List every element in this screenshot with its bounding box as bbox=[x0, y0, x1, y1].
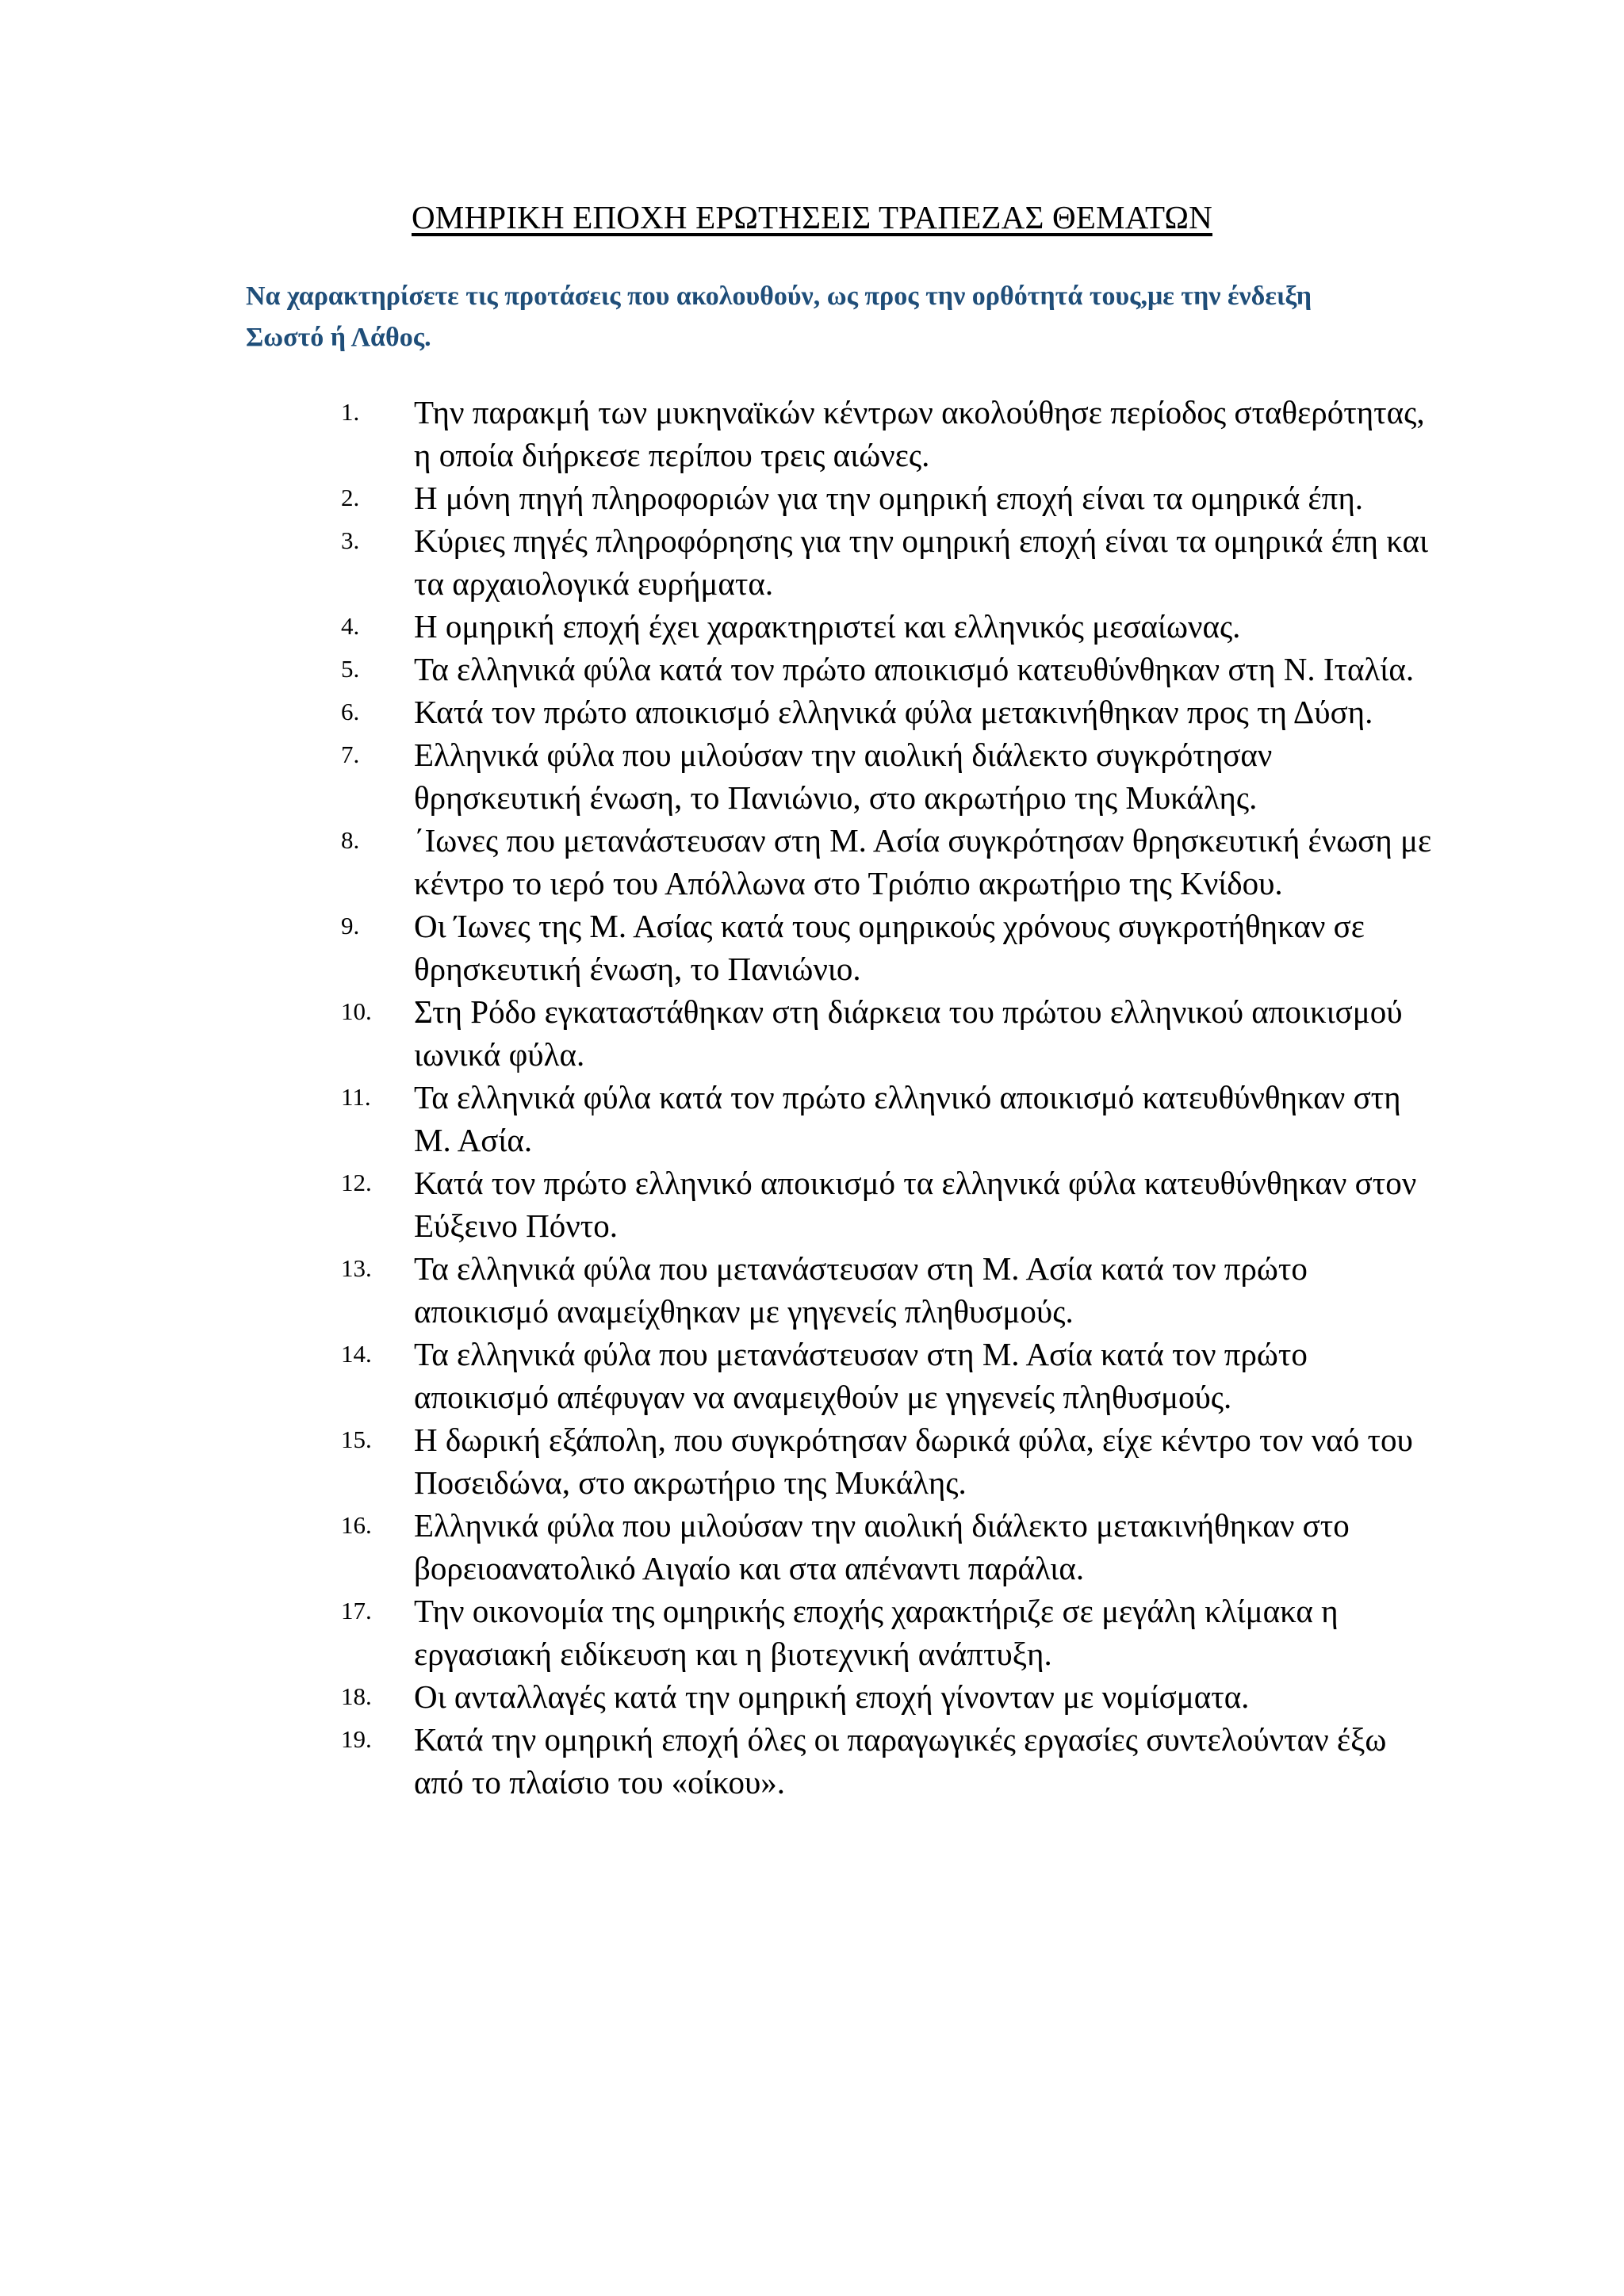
question-text: Κύριες πηγές πληροφόρησης για την ομηρική εποχή είναι τα ομηρικά έπη και τα αρχαιολογικά ευρήματα. bbox=[414, 522, 1429, 602]
question-text: Την παρακμή των μυκηναϊκών κέντρων ακολούθησε περίοδος σταθερότητας, η οποία διήρκεσε περίπου τρεις αιώνες. bbox=[414, 394, 1425, 473]
question-number: 3. bbox=[341, 526, 360, 554]
question-list bbox=[0, 391, 1624, 1804]
question-text: Στη Ρόδο εγκαταστάθηκαν στη διάρκεια του πρώτου ελληνικού αποικισμού ιωνικά φύλα. bbox=[414, 993, 1403, 1073]
question-number: 4. bbox=[341, 612, 360, 640]
list-item bbox=[0, 1590, 1624, 1675]
question-text: Ελληνικά φύλα που μιλούσαν την αιολική διάλεκτο συγκρότησαν θρησκευτική ένωση, το Πανιώνιο, στο ακρωτήριο της Μυκάλης. bbox=[414, 737, 1273, 816]
list-item bbox=[0, 1247, 1624, 1333]
question-text: Τα ελληνικά φύλα που μετανάστευσαν στη Μ. Ασία κατά τον πρώτο αποικισμό αναμείχθηκαν με γηγενείς πληθυσμούς. bbox=[414, 1250, 1308, 1330]
list-item bbox=[0, 391, 1624, 476]
question-number: 8. bbox=[341, 826, 360, 854]
question-number: 7. bbox=[341, 740, 360, 768]
question-number: 18. bbox=[341, 1682, 372, 1710]
question-number: 2. bbox=[341, 484, 360, 511]
question-text: Οι Ίωνες της Μ. Ασίας κατά τους ομηρικούς χρόνους συγκροτήθηκαν σε θρησκευτική ένωση, το Πανιώνιο. bbox=[414, 908, 1365, 987]
question-text: Την οικονομία της ομηρικής εποχής χαρακτήριζε σε μεγάλη κλίμακα η εργασιακή ειδίκευση και η βιοτεχνική ανάπτυξη. bbox=[414, 1593, 1339, 1672]
list-item bbox=[0, 1161, 1624, 1247]
list-item bbox=[0, 648, 1624, 691]
question-number: 19. bbox=[341, 1725, 372, 1753]
question-text: Η ομηρική εποχή έχει χαρακτηριστεί και ελληνικός μεσαίωνας. bbox=[414, 608, 1241, 645]
question-text: Η δωρική εξάπολη, που συγκρότησαν δωρικά φύλα, είχε κέντρο τον ναό του Ποσειδώνα, στο ακρωτήριο της Μυκάλης. bbox=[414, 1422, 1413, 1501]
list-item bbox=[0, 819, 1624, 905]
question-number: 15. bbox=[341, 1425, 372, 1453]
question-text: ΄Ιωνες που μετανάστευσαν στη Μ. Ασία συγκρότησαν θρησκευτική ένωση με κέντρο το ιερό του Απόλλωνα στο Τριόπιο ακρωτήριο της Κνίδου. bbox=[414, 822, 1432, 901]
question-number: 11. bbox=[341, 1083, 371, 1111]
list-item bbox=[0, 1718, 1624, 1804]
question-number: 16. bbox=[341, 1511, 372, 1539]
question-text: Ελληνικά φύλα που μιλούσαν την αιολική διάλεκτο μετακινήθηκαν στο βορειοανατολικό Αιγαίο και στα απέναντι παράλια. bbox=[414, 1507, 1350, 1586]
list-item bbox=[0, 733, 1624, 819]
list-item bbox=[0, 1504, 1624, 1590]
list-item bbox=[0, 1076, 1624, 1161]
question-number: 12. bbox=[341, 1169, 372, 1196]
list-item bbox=[0, 1675, 1624, 1718]
question-text: Κατά τον πρώτο ελληνικό αποικισμό τα ελληνικά φύλα κατευθύνθηκαν στον Εύξεινο Πόντο. bbox=[414, 1165, 1417, 1244]
question-number: 6. bbox=[341, 698, 360, 725]
question-number: 14. bbox=[341, 1340, 372, 1368]
list-item bbox=[0, 605, 1624, 648]
question-number: 10. bbox=[341, 997, 372, 1025]
page-title: ΟΜΗΡΙΚΗ ΕΠΟΧΗ ΕΡΩΤΗΣΕΙΣ ΤΡΑΠΕΖΑΣ ΘΕΜΑΤΩΝ bbox=[412, 199, 1212, 235]
list-item bbox=[0, 905, 1624, 990]
question-text: Κατά την ομηρική εποχή όλες οι παραγωγικές εργασίες συντελούνταν έξω από το πλαίσιο του «οίκου». bbox=[414, 1721, 1387, 1800]
list-item bbox=[0, 476, 1624, 519]
question-text: Η μόνη πηγή πληροφοριών για την ομηρική εποχή είναι τα ομηρικά έπη. bbox=[414, 480, 1364, 516]
question-number: 9. bbox=[341, 912, 360, 939]
question-number: 1. bbox=[341, 398, 360, 426]
question-text: Τα ελληνικά φύλα κατά τον πρώτο ελληνικό αποικισμό κατευθύνθηκαν στη Μ. Ασία. bbox=[414, 1079, 1401, 1158]
list-item bbox=[0, 1418, 1624, 1504]
question-number: 5. bbox=[341, 655, 360, 683]
list-item bbox=[0, 519, 1624, 605]
list-item bbox=[0, 990, 1624, 1076]
question-number: 17. bbox=[341, 1597, 372, 1624]
list-item bbox=[0, 691, 1624, 733]
question-text: Τα ελληνικά φύλα που μετανάστευσαν στη Μ. Ασία κατά τον πρώτο αποικισμό απέφυγαν να αναμειχθούν με γηγενείς πληθυσμούς. bbox=[414, 1336, 1308, 1415]
question-number: 13. bbox=[341, 1254, 372, 1282]
question-text: Τα ελληνικά φύλα κατά τον πρώτο αποικισμό κατευθύνθηκαν στη Ν. Ιταλία. bbox=[414, 651, 1415, 687]
question-text: Κατά τον πρώτο αποικισμό ελληνικά φύλα μετακινήθηκαν προς τη Δύση. bbox=[414, 694, 1373, 730]
question-text: Οι ανταλλαγές κατά την ομηρική εποχή γίνονταν με νομίσματα. bbox=[414, 1678, 1250, 1715]
list-item bbox=[0, 1333, 1624, 1418]
instructions-text: Να χαρακτηρίσετε τις προτάσεις που ακολουθούν, ως προς την ορθότητά τους,με την ένδειξη Σωστό ή Λάθος. bbox=[246, 281, 1312, 352]
